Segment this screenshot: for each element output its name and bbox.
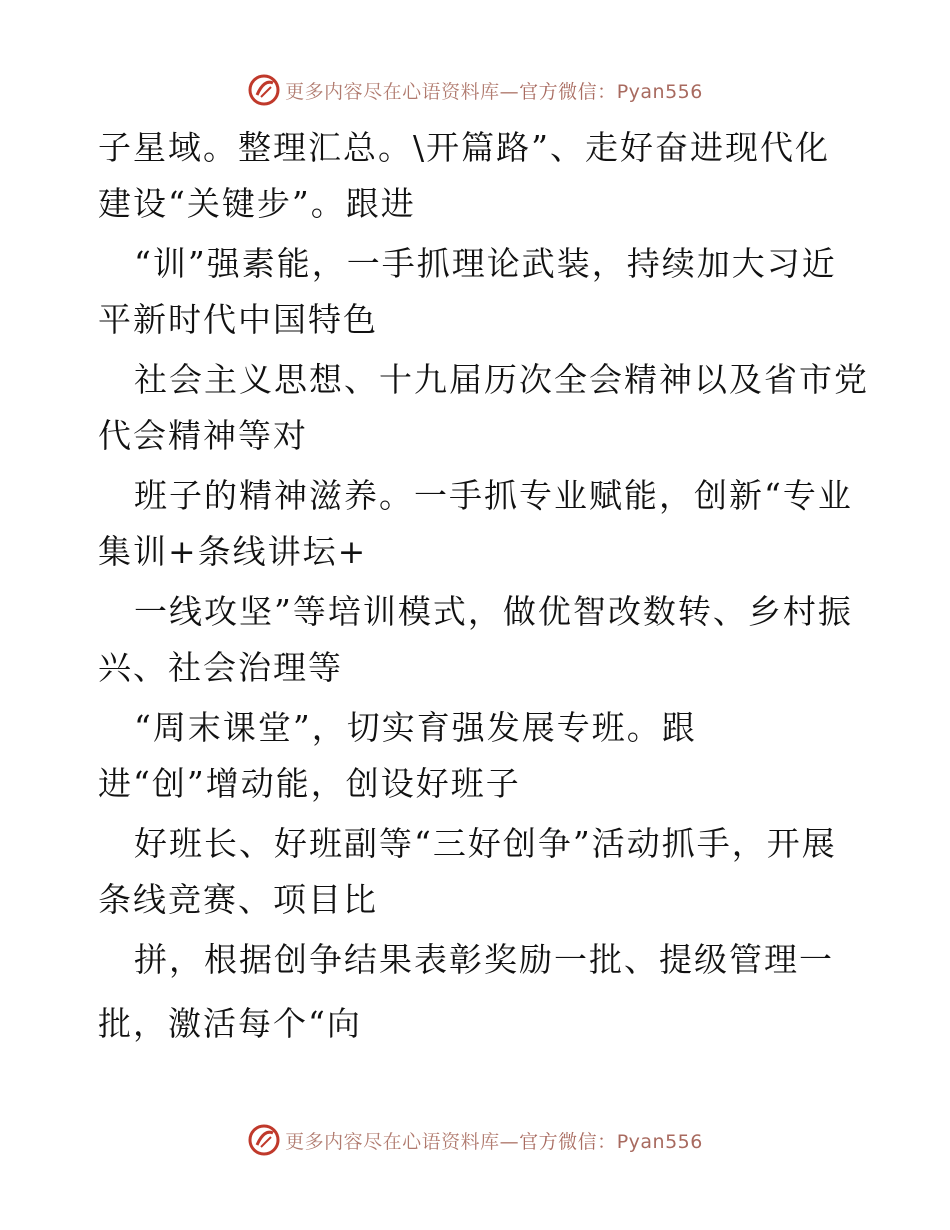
header-banner: [0, 70, 950, 110]
body-line: 好班长、好班副等“三好创争”活动抓手，开展: [134, 824, 837, 863]
body-line: 兴、社会治理等: [98, 648, 343, 687]
body-line: 条线竞赛、项目比: [98, 880, 378, 919]
body-line: 批，激活每个“向: [98, 1004, 362, 1043]
body-line: “训”强素能，一手抓理论武装，持续加大习近: [134, 244, 837, 283]
brand-logo-icon: [247, 1123, 281, 1157]
body-line: 建设“关键步”。跟进: [98, 184, 416, 223]
body-line: 平新时代中国特色: [98, 300, 378, 339]
body-line: 子星域。整理汇总。\开篇路”、走好奋进现代化: [98, 128, 830, 167]
body-line: 班子的精神滋养。一手抓专业赋能，创新“专业: [134, 476, 853, 515]
body-line: “周末课堂”，切实育强发展专班。跟: [134, 708, 697, 747]
header-banner-text: 更多内容尽在心语资料库—官方微信：Pyan556: [285, 80, 703, 103]
brand-logo-icon: [247, 73, 281, 107]
body-line: 代会精神等对: [98, 416, 308, 455]
body-line: 一线攻坚”等培训模式，做优智改数转、乡村振: [134, 592, 853, 631]
body-line: 拼，根据创争结果表彰奖励一批、提级管理一: [134, 940, 834, 979]
footer-banner: [0, 1120, 950, 1160]
body-line: 进“创”增动能，创设好班子: [98, 764, 521, 803]
body-line: 社会主义思想、十九届历次全会精神以及省市党: [134, 360, 869, 399]
body-line: 集训+条线讲坛+: [98, 532, 368, 571]
footer-banner-text: 更多内容尽在心语资料库—官方微信：Pyan556: [285, 1130, 703, 1153]
